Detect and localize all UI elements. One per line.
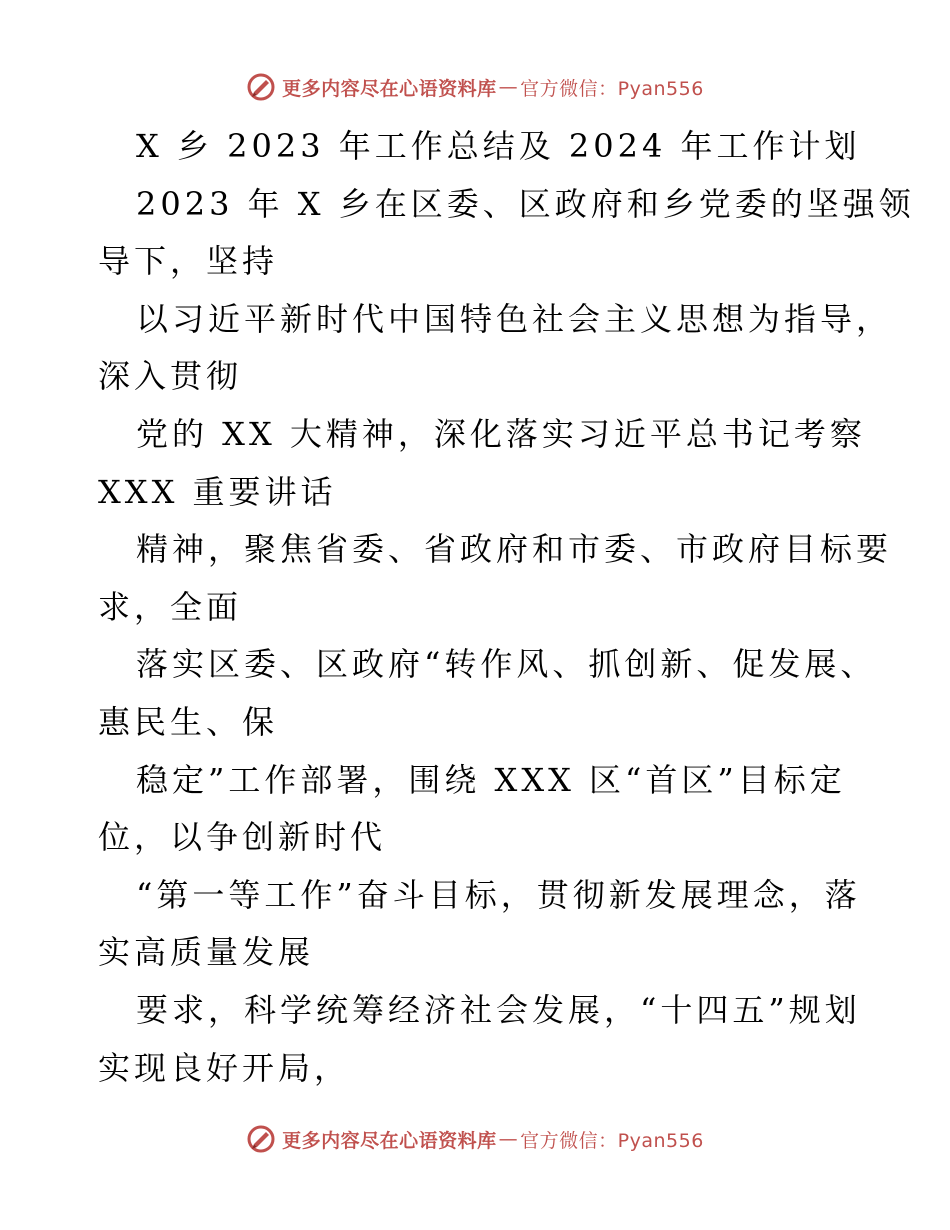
text-line: 落实区委、区政府“转作风、抓创新、促发展、 xyxy=(136,645,877,684)
text-line: 稳定”工作部署，围绕 XXX 区“首区”目标定 xyxy=(136,760,846,799)
text-line: 党的 XX 大精神，深化落实习近平总书记考察 xyxy=(136,414,866,453)
watermark-separator: — xyxy=(498,76,519,98)
text-line: XXX 重要讲话 xyxy=(98,472,337,511)
pen-logo-icon xyxy=(246,1124,276,1154)
document-title: X 乡 2023 年工作总结及 2024 年工作计划 xyxy=(136,127,861,165)
watermark-separator: — xyxy=(498,1128,519,1150)
text-line: 2023 年 X 乡在区委、区政府和乡党委的坚强领 xyxy=(136,184,915,223)
text-line: 实高质量发展 xyxy=(98,933,315,972)
watermark-contact: 官方微信：Pyan556 xyxy=(520,77,704,100)
header-watermark xyxy=(0,72,950,102)
text-line: 以习近平新时代中国特色社会主义思想为指导， xyxy=(136,299,893,338)
text-line: 求，全面 xyxy=(98,587,243,626)
watermark-text: 更多内容尽在心语资料库 xyxy=(282,77,497,100)
watermark-text: 更多内容尽在心语资料库 xyxy=(282,1129,497,1152)
text-line: 位，以争创新时代 xyxy=(98,818,387,857)
text-line: 实现良好开局， xyxy=(98,1048,351,1087)
text-line: “第一等工作”奋斗目标，贯彻新发展理念，落 xyxy=(136,875,861,914)
text-line: 要求，科学统筹经济社会发展，“十四五”规划 xyxy=(136,990,861,1029)
pen-logo-icon xyxy=(246,72,276,102)
document-body xyxy=(98,118,915,1097)
watermark-contact: 官方微信：Pyan556 xyxy=(520,1129,704,1152)
text-line: 精神，聚焦省委、省政府和市委、市政府目标要 xyxy=(136,530,893,569)
footer-watermark xyxy=(0,1124,950,1154)
text-line: 惠民生、保 xyxy=(98,702,279,741)
text-line: 深入贯彻 xyxy=(98,357,243,396)
text-line: 导下，坚持 xyxy=(98,242,279,281)
